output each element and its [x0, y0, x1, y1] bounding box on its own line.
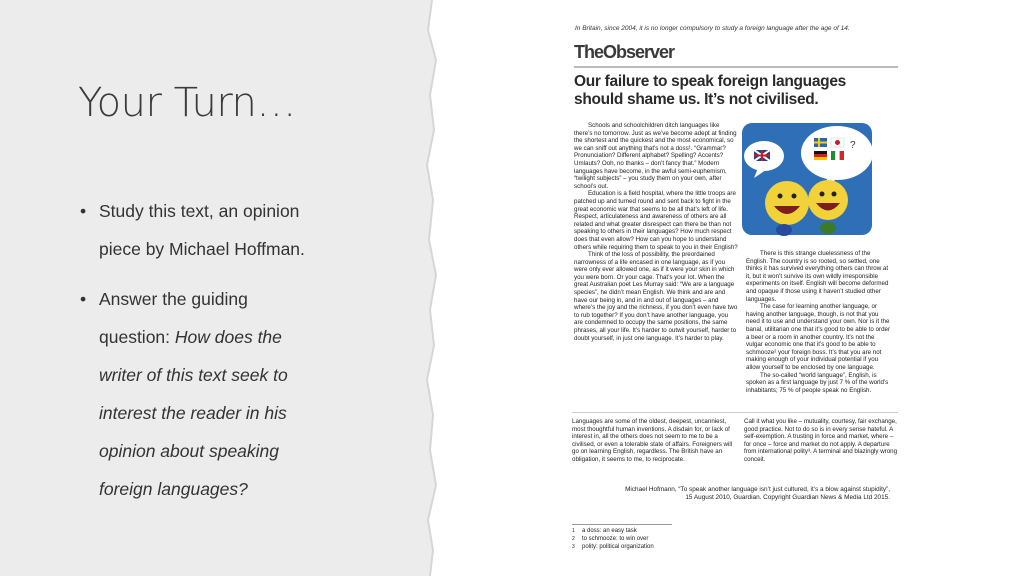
bullet-text — [99, 318, 380, 356]
footnote-rule — [572, 524, 672, 525]
footnote — [572, 543, 654, 551]
footnote-number: 3 — [572, 544, 575, 551]
article-paragraph: Education is a field hospital, where the little troops are patched up and turned round and sent back to fight in the great economic war that seems to be all that’s left of life. Respect, articulateness and awareness of others are all related and what greater disrespect can there be than not speaking to others in their languages? How much respect does that even allow? How can you hope to understand others while requiring them to speak to you in their English? — [574, 190, 738, 251]
footnotes — [572, 527, 654, 552]
article-paragraph: The so-called “world language”, English, is spoken as a first language by just 7 % of the world’s inhabitants; 75 % of people speak no English. — [746, 371, 889, 394]
citation-line: Michael Hofmann, “To speak another language isn’t just cultured, it’s a blow against stupidity”, — [625, 486, 890, 493]
guiding-question-text: foreign languages? — [99, 479, 248, 499]
article-column-4: Call it what you like – mutuality, courtesy, fair exchange, good practice. Not to do so is in every sense hateful. A self-exemption. A trusting in force and market, where – for once – force and market do not apply. A departure from international polity³. A terminal and blazingly wrong conceit. — [744, 418, 898, 463]
guiding-question-text: opinion about speaking — [99, 441, 280, 461]
bullet-text: piece by Michael Hoffman. — [99, 239, 305, 259]
speech-bubbles-illustration — [732, 118, 882, 243]
bullet-dot: • — [80, 289, 87, 309]
footnote-text: a doss: an easy task — [582, 528, 637, 534]
bullet-item-answer — [80, 280, 380, 508]
article-column-2 — [746, 250, 892, 394]
footnote — [572, 535, 654, 543]
article-headline — [574, 73, 904, 109]
article-source-citation — [600, 486, 890, 502]
observer-masthead: TheObserver — [574, 42, 675, 62]
guiding-question-text: interest the reader in his — [99, 403, 287, 423]
flags-faces-icon — [732, 118, 882, 243]
article-paragraph: The case for learning another language, or having another language, though, is not that you need it to use and understand your own. Nor is it the banal, utilitarian one that it’s good to be able to order a beer or a room in another country. It’s not the vulgar economic one that it’s good to be able to schmooze² your foreign boss. It’s that you are not making enough of your individual potential if you allow yourself to be enclosed by one language. — [746, 303, 891, 371]
headline-line: Our failure to speak foreign languages — [574, 73, 846, 90]
article-column-3: Languages are some of the oldest, deepest, uncanniest, most thoughtful human inventions. A disdain for, or lack of interest in, all the others does not seem to me to be a civilised, or even a tolerable state of affairs. Foreigners will go on learning English, regardless. The British have an obligation, it seems to me, to reciprocate. — [572, 418, 733, 463]
footnote-text: to schmooze: to win over — [582, 536, 649, 543]
guiding-question-text: How does the — [174, 327, 282, 347]
section-divider — [572, 412, 898, 413]
bullet-dot: • — [80, 201, 87, 221]
footnote-number: 1 — [572, 528, 575, 534]
guiding-question-text: writer of this text seek to — [99, 365, 288, 385]
bullet-text-plain: question: — [99, 327, 175, 347]
article-kicker: In Britain, since 2004, it is no longer compulsory to study a foreign language after the age of 14. — [575, 25, 850, 32]
article-paragraph: Think of the loss of possibility, the preordained narrowness of a life encased in one language, as if you were only ever allowed one, as if it were your skin in which you were born. Or your cage. That’s your lot. When the great Australian poet Les Murray said: “We are a language species”, he didn’t mean English. We think and are and have our being in, and in and out of languages – and where’s the joy and the richness, if you don’t even have two to rub together? If you don’t have another language, you are condemned to occupy the same positions, the same phrases, all your life. It’s harder to outwit yourself, harder to doubt yourself, in just one language. It’s harder to play. — [574, 251, 738, 342]
article-column-1 — [574, 122, 738, 342]
footnote-number: 2 — [572, 536, 575, 543]
footnote — [572, 527, 654, 535]
masthead-rule — [574, 66, 898, 68]
article-paragraph: There is this strange cluelessness of the English. The country is so rooted, so settled, one thinks it has survived everything others can throw at it, but it won’t survive its own wildly irresponsible experiments on itself. English will become deformed and opaque if those using it haven’t studied other languages. — [746, 250, 889, 303]
footnote-text: polity: political organization — [582, 544, 654, 551]
slide-title: Your Turn… — [78, 80, 296, 126]
bullet-item-study — [80, 192, 380, 268]
bullet-text: Study this text, an opinion — [99, 201, 300, 221]
headline-line: should shame us. It’s not civilised. — [574, 91, 819, 108]
article-paragraph: Schools and schoolchildren ditch languages like there’s no tomorrow. Just as we’ve become adept at finding the shortest and the quickest and the most economical, so we can sniff out anything that’s not a doss¹. “Grammar? Pronunciation? Different alphabet? Spelling? Accents? Umlauts? Ooh, no thanks – don’t fancy that.” Modern languages have become, in the awful semi-euphemism, “twilight subjects” – you study them on your own, after school’s out. — [574, 122, 737, 190]
article-image — [560, 18, 906, 558]
bullet-list — [80, 192, 380, 508]
bullet-text: Answer the guiding — [99, 289, 248, 309]
svg-text:?: ? — [850, 140, 856, 151]
citation-line: 15 August 2010, Guardian. Copyright Guardian News & Media Ltd 2015. — [685, 494, 890, 501]
